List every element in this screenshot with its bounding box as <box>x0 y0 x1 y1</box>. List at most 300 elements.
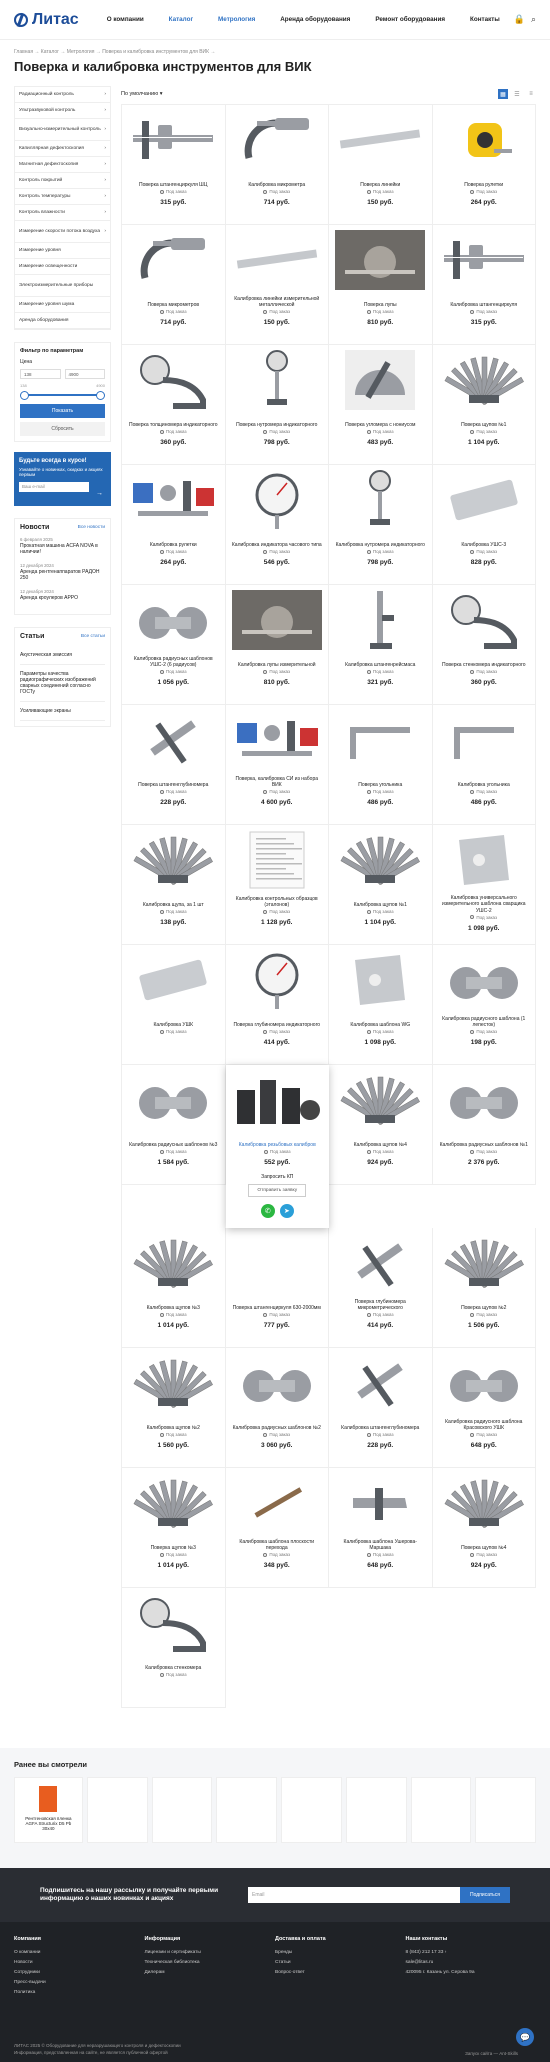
list-view-icon[interactable]: ☰ <box>514 91 520 98</box>
product-card[interactable] <box>433 945 537 1065</box>
product-price: 3 060 руб. <box>261 1442 293 1449</box>
news-item[interactable] <box>20 589 105 601</box>
availability <box>470 669 497 674</box>
availability <box>263 429 290 434</box>
product-image[interactable] <box>438 349 531 411</box>
product-card[interactable] <box>226 585 330 705</box>
footer-link[interactable]: Дилерам <box>144 1970 165 1975</box>
availability-text: Под заказ <box>476 1312 498 1317</box>
product-card[interactable] <box>433 1065 537 1185</box>
send-request-button[interactable]: Отправить заявку <box>248 1184 306 1197</box>
price-from-input[interactable]: 138 <box>20 369 61 379</box>
product-card[interactable] <box>433 465 537 585</box>
product-card[interactable] <box>329 945 433 1065</box>
product-name[interactable]: Поверка штангенциркуля ШЦ <box>139 181 208 188</box>
telegram-icon[interactable]: ➤ <box>280 1204 294 1218</box>
product-card[interactable] <box>433 1228 537 1348</box>
product-name[interactable]: Калибровка радиусных шаблонов №2 <box>232 1424 321 1431</box>
product-image[interactable] <box>127 349 220 411</box>
product-card[interactable] <box>226 105 330 225</box>
product-image[interactable] <box>334 229 427 291</box>
availability-text: Под заказ <box>476 789 498 794</box>
clock-icon <box>367 910 371 914</box>
product-image[interactable] <box>438 1352 531 1414</box>
availability-text: Под заказ <box>269 1149 291 1154</box>
price-min: 138 <box>20 383 27 388</box>
product-name[interactable]: Калибровка щупов №4 <box>353 1141 407 1148</box>
clock-icon <box>263 430 267 434</box>
product-image[interactable] <box>127 469 220 531</box>
product-image[interactable] <box>438 949 531 1011</box>
sidebar-category[interactable] <box>15 189 110 205</box>
product-image[interactable] <box>231 349 324 411</box>
product-name[interactable]: Поверка толщиномера индикаторного <box>128 421 218 428</box>
product-name[interactable]: Поверка лупы <box>363 301 397 308</box>
chevron-right-icon: › <box>104 229 106 234</box>
sidebar-category[interactable] <box>15 205 110 221</box>
footer-link[interactable]: Вопрос-ответ <box>275 1970 305 1975</box>
subscribe-button[interactable]: Подписаться <box>460 1887 510 1903</box>
product-image[interactable] <box>438 469 531 531</box>
all-articles-link[interactable]: Все статьи <box>80 634 105 639</box>
product-name[interactable]: Поверка штангенциркуля 630-2000мм <box>232 1304 321 1311</box>
clock-icon <box>263 1553 267 1557</box>
reset-filter-button[interactable]: Сбросить <box>20 422 105 436</box>
product-image[interactable] <box>334 829 427 891</box>
product-name[interactable]: Поверка угольника <box>358 781 403 788</box>
footer-column-title: Информация <box>144 1936 181 1942</box>
availability <box>470 1149 497 1154</box>
product-price: 315 руб. <box>470 319 497 326</box>
article-link[interactable]: Параметры качества радиографических изображений сварных соединений согласно ГОСТу <box>20 665 105 702</box>
sidebar-category[interactable] <box>15 103 110 119</box>
product-image[interactable] <box>231 109 324 171</box>
price-slider[interactable] <box>22 394 103 396</box>
product-card[interactable] <box>329 585 433 705</box>
availability <box>367 1552 394 1557</box>
product-card[interactable] <box>329 345 433 465</box>
recent-item[interactable] <box>14 1777 83 1843</box>
product-name[interactable]: Калибровка радиусного шаблона (1 лепесток) <box>442 1015 526 1028</box>
product-card[interactable] <box>329 1468 433 1588</box>
availability-text: Под заказ <box>372 309 394 314</box>
product-name[interactable]: Поверка щупов №3 <box>150 1544 196 1551</box>
product-price: 150 руб. <box>367 199 394 206</box>
product-name[interactable]: Поверка линейки <box>360 181 401 188</box>
availability-text: Под заказ <box>269 309 291 314</box>
product-name[interactable]: Калибровка микрометра <box>248 181 306 188</box>
price-to-input[interactable]: 4900 <box>65 369 106 379</box>
product-image[interactable] <box>127 589 220 651</box>
product-image[interactable] <box>127 1232 220 1294</box>
product-image[interactable] <box>334 349 427 411</box>
product-price: 321 руб. <box>367 679 394 686</box>
product-image[interactable] <box>231 949 324 1011</box>
clock-icon <box>367 1150 371 1154</box>
product-image[interactable] <box>438 109 531 171</box>
nav-item[interactable]: Аренда оборудования <box>280 16 351 23</box>
film-box-icon <box>39 1786 57 1812</box>
page-title: Поверка и калибровка инструментов для ВИК <box>14 59 312 74</box>
product-image[interactable] <box>334 1352 427 1414</box>
sidebar-category[interactable] <box>15 243 110 259</box>
product-card[interactable] <box>329 465 433 585</box>
product-image[interactable] <box>231 1232 324 1294</box>
product-price: 924 руб. <box>470 1562 497 1569</box>
clock-icon <box>367 190 371 194</box>
clock-icon <box>263 790 267 794</box>
availability <box>367 909 394 914</box>
product-image[interactable] <box>127 1472 220 1534</box>
product-name[interactable]: Калибровка шаблона Ушерова-Маршака <box>343 1538 417 1551</box>
availability <box>367 1432 394 1437</box>
product-price: 1 506 руб. <box>468 1322 500 1329</box>
product-image[interactable] <box>127 1592 220 1654</box>
footer-link[interactable]: Пресс-выдачи <box>14 1980 46 1985</box>
sidebar-category[interactable] <box>15 173 110 189</box>
news-item[interactable] <box>20 537 105 555</box>
product-image[interactable] <box>231 829 324 891</box>
product-image[interactable] <box>127 109 220 171</box>
filter-panel <box>14 342 111 442</box>
product-name[interactable]: Поверка глубиномера индикаторного <box>233 1021 321 1028</box>
product-card[interactable] <box>226 705 330 825</box>
product-name[interactable]: Калибровка резьбовых калибров <box>238 1141 316 1148</box>
footer-link[interactable]: О компании <box>14 1950 41 1955</box>
product-name[interactable]: Поверка нутромера индикаторного <box>236 421 318 428</box>
sidebar-category-label: Аренда оборудования <box>19 318 69 323</box>
product-price: 228 руб. <box>160 799 187 806</box>
nav-item[interactable]: Метрология <box>218 16 256 23</box>
availability-text: Под заказ <box>476 1432 498 1437</box>
product-card[interactable] <box>122 1348 226 1468</box>
product-card[interactable] <box>329 1065 433 1185</box>
footer-link[interactable]: Статьи <box>275 1960 291 1965</box>
availability-text: Под заказ <box>269 669 291 674</box>
clock-icon <box>160 1150 164 1154</box>
product-image[interactable] <box>334 709 427 771</box>
table-view-icon[interactable]: ≡ <box>529 91 533 97</box>
footer-link[interactable]: Лицензии и сертификаты <box>144 1950 201 1955</box>
product-image[interactable] <box>127 709 220 771</box>
availability-text: Под заказ <box>372 669 394 674</box>
sidebar-category[interactable] <box>15 141 110 157</box>
sidebar <box>14 86 111 1708</box>
availability <box>263 189 290 194</box>
promo-email-input[interactable]: Ваш e-mail <box>19 482 89 492</box>
product-name[interactable]: Поверка глубиномера микрометрического <box>354 1298 406 1311</box>
product-card[interactable] <box>433 585 537 705</box>
availability-text: Под заказ <box>372 1552 394 1557</box>
product-name[interactable]: Калибровка лупы измерительной <box>237 661 316 668</box>
product-card[interactable] <box>122 225 226 345</box>
product-name[interactable]: Поверка микрометров <box>147 301 200 308</box>
product-card[interactable] <box>433 825 537 945</box>
availability <box>160 789 187 794</box>
product-image[interactable] <box>334 1472 427 1534</box>
availability-text: Под заказ <box>476 549 498 554</box>
product-price: 714 руб. <box>263 199 290 206</box>
footer-column <box>14 1936 145 2000</box>
footer-link[interactable]: Новости <box>14 1960 33 1965</box>
product-name[interactable]: Калибровка стенкомера <box>145 1664 202 1671</box>
product-name[interactable]: Калибровка УШК <box>153 1021 194 1028</box>
footer-link[interactable]: 8 (843) 212 17 33 › <box>405 1950 447 1955</box>
all-news-link[interactable]: Все новости <box>77 525 105 530</box>
clock-icon <box>263 910 267 914</box>
product-card[interactable] <box>122 1065 226 1185</box>
product-name[interactable]: Калибровка штангенрейсмаса <box>345 661 416 668</box>
availability <box>160 909 187 914</box>
product-name[interactable]: Калибровка контрольных образцов (эталонов) <box>235 895 318 908</box>
recently-viewed <box>0 1748 550 1868</box>
footer-link[interactable]: 420095 г. Казань ул. Серова 9а <box>405 1970 475 1975</box>
news-headline: Аренда рентгенаппаратов РАДОН 250 <box>20 569 100 581</box>
clock-icon <box>470 1553 474 1557</box>
product-image[interactable] <box>438 1232 531 1294</box>
product-card[interactable] <box>226 1065 330 1228</box>
sidebar-category[interactable] <box>15 157 110 173</box>
product-name[interactable]: Поверка щупов №2 <box>461 1304 507 1311</box>
product-name[interactable]: Калибровка универсального измерительного шаблона сварщика УШС-2 <box>442 895 526 914</box>
footer-column <box>406 1936 537 2000</box>
grid-view-icon[interactable]: ▦ <box>498 89 508 99</box>
disclaimer: Информация, представленная на сайте, не является публичной офертой <box>14 2049 168 2055</box>
product-image[interactable] <box>334 949 427 1011</box>
clock-icon <box>470 670 474 674</box>
availability <box>263 909 290 914</box>
product-image[interactable] <box>438 709 531 771</box>
product-card[interactable] <box>226 345 330 465</box>
promo-text: Узнавайте о новинках, скидках и акциях первым <box>19 467 103 477</box>
lock-icon[interactable]: 🔒 <box>513 14 525 24</box>
articles-block <box>14 627 111 727</box>
product-image[interactable] <box>334 1232 427 1294</box>
product-card[interactable] <box>226 945 330 1065</box>
nav-item[interactable]: Контакты <box>470 16 500 23</box>
product-card[interactable] <box>226 1228 330 1348</box>
product-card[interactable] <box>226 1468 330 1588</box>
product-card[interactable] <box>122 1588 226 1708</box>
product-card[interactable] <box>329 1348 433 1468</box>
footer-link[interactable]: Политика <box>14 1990 36 1995</box>
logo[interactable] <box>14 11 79 29</box>
product-card[interactable] <box>433 1468 537 1588</box>
product-name[interactable]: Калибровка щупа, за 1 шт <box>142 901 204 908</box>
product-card[interactable] <box>329 105 433 225</box>
product-image[interactable] <box>438 229 531 291</box>
product-card[interactable] <box>226 225 330 345</box>
footer-link[interactable]: sale@litas.ru <box>405 1960 434 1965</box>
search-icon[interactable]: ⌕ <box>530 14 536 24</box>
clock-icon <box>367 430 371 434</box>
product-card[interactable] <box>329 705 433 825</box>
product-name[interactable]: Калибровка шаблона WG <box>350 1021 411 1028</box>
product-image[interactable] <box>231 1472 324 1534</box>
product-image[interactable] <box>334 109 427 171</box>
clock-icon <box>470 790 474 794</box>
chat-icon[interactable]: 💬 <box>516 2028 534 2046</box>
article-link[interactable]: Усиливающие экраны <box>20 702 105 721</box>
product-card[interactable] <box>122 825 226 945</box>
sort-select[interactable]: По умолчанию ▾ <box>121 91 163 97</box>
product-image[interactable] <box>127 829 220 891</box>
product-name[interactable]: Калибровка щупов №1 <box>353 901 407 908</box>
product-card[interactable] <box>226 825 330 945</box>
product-card[interactable] <box>329 1228 433 1348</box>
product-name[interactable]: Калибровка линейки измерительной металлической <box>234 295 320 308</box>
sidebar-category[interactable] <box>15 119 110 141</box>
product-name[interactable]: Калибровка щупов №3 <box>146 1304 200 1311</box>
nav-item[interactable]: Ремонт оборудования <box>375 16 446 23</box>
breadcrumb: Главная → Каталог → Метрология → Поверка и калибровка инструментов для ВИК → <box>14 49 216 55</box>
clock-icon <box>367 790 371 794</box>
product-image[interactable] <box>231 229 324 291</box>
product-card[interactable] <box>329 825 433 945</box>
availability <box>263 549 290 554</box>
availability <box>367 669 394 674</box>
nav-item[interactable]: Каталог <box>168 16 194 23</box>
clock-icon <box>160 190 164 194</box>
sidebar-category[interactable] <box>15 297 110 313</box>
sidebar-category[interactable] <box>15 87 110 103</box>
product-name[interactable]: Поверка стенкомера индикаторного <box>441 661 526 668</box>
product-image[interactable] <box>127 949 220 1011</box>
product-name[interactable]: Калибровка угольника <box>457 781 510 788</box>
product-name[interactable]: Калибровка штангенциркуля <box>450 301 518 308</box>
product-price: 777 руб. <box>263 1322 290 1329</box>
product-name[interactable]: Калибровка индикатора часового типа <box>231 541 322 548</box>
product-card[interactable] <box>122 465 226 585</box>
product-card[interactable] <box>122 345 226 465</box>
clock-icon <box>263 1030 267 1034</box>
product-name[interactable]: Поверка щупов №4 <box>461 1544 507 1551</box>
product-price: 360 руб. <box>470 679 497 686</box>
footer-column-title: Доставка и оплата <box>275 1936 326 1942</box>
product-name[interactable]: Поверка рулетки <box>464 181 504 188</box>
product-card[interactable] <box>433 1348 537 1468</box>
product-name[interactable]: Поверка, калибровка СИ из набора ВИК <box>235 775 319 788</box>
product-name[interactable]: Калибровка щупов №2 <box>146 1424 200 1431</box>
sidebar-category[interactable] <box>15 275 110 297</box>
product-image[interactable] <box>231 1069 325 1131</box>
sidebar-category[interactable] <box>15 221 110 243</box>
sidebar-category[interactable] <box>15 313 110 329</box>
product-card[interactable] <box>433 705 537 825</box>
product-image[interactable] <box>438 829 531 891</box>
article-link[interactable]: Акустическая эмиссия <box>20 646 105 665</box>
product-price: 414 руб. <box>263 1039 290 1046</box>
product-price: 1 014 руб. <box>157 1322 189 1329</box>
sidebar-category[interactable] <box>15 259 110 275</box>
price-label: Цена <box>20 359 33 365</box>
product-name[interactable]: Калибровка рулетки <box>149 541 197 548</box>
product-price: 4 600 руб. <box>261 799 293 806</box>
product-name[interactable]: Калибровка штангенглубиномера <box>341 1424 420 1431</box>
product-name[interactable]: Калибровка шаблона плоскости перехода <box>239 1538 315 1551</box>
product-card[interactable] <box>433 225 537 345</box>
footer-link[interactable]: Техническая библиотека <box>144 1960 200 1965</box>
product-image[interactable] <box>231 469 324 531</box>
product-card[interactable] <box>226 465 330 585</box>
product-card[interactable] <box>433 105 537 225</box>
product-card[interactable] <box>433 345 537 465</box>
product-image[interactable] <box>334 1069 427 1131</box>
clock-icon <box>160 1553 164 1557</box>
sidebar-category-label: Магнитная дефектоскопия <box>19 162 79 167</box>
product-card[interactable] <box>122 1468 226 1588</box>
product-image[interactable] <box>127 229 220 291</box>
product-image[interactable] <box>438 589 531 651</box>
product-name[interactable]: Калибровка радиусного шаблона Красовского УШК <box>445 1418 523 1431</box>
footer-link[interactable]: Бренды <box>275 1950 293 1955</box>
product-card[interactable] <box>122 105 226 225</box>
product-image[interactable] <box>438 1069 531 1131</box>
sidebar-category-label: Электроизмерительные приборы <box>19 283 94 288</box>
product-card[interactable] <box>122 585 226 705</box>
news-item[interactable] <box>20 563 105 581</box>
product-price: 1 098 руб. <box>364 1039 396 1046</box>
product-name[interactable]: Калибровка УШС-3 <box>461 541 507 548</box>
product-name[interactable]: Поверка штангенглубиномера <box>138 781 209 788</box>
product-image[interactable] <box>438 1472 531 1534</box>
clock-icon <box>160 310 164 314</box>
product-image[interactable] <box>231 589 324 651</box>
product-name[interactable]: Калибровка радиусных шаблонов УШС-2 (6 радиусов) <box>133 655 213 668</box>
product-price: 798 руб. <box>367 559 394 566</box>
product-name[interactable]: Поверка щупов №1 <box>461 421 507 428</box>
product-image[interactable] <box>231 1352 324 1414</box>
product-name[interactable]: Поверка угломера с нониусом <box>345 421 416 428</box>
product-price: 1 128 руб. <box>261 919 293 926</box>
clock-icon <box>367 310 371 314</box>
logo-text: Литас <box>32 10 79 28</box>
product-card[interactable] <box>122 705 226 825</box>
product-name[interactable]: Калибровка радиусных шаблонов №3 <box>129 1141 218 1148</box>
product-name[interactable]: Калибровка нутромера индикаторного <box>335 541 425 548</box>
clock-icon <box>367 1030 371 1034</box>
clock-icon <box>367 550 371 554</box>
product-image[interactable] <box>231 709 324 771</box>
product-price: 1 098 руб. <box>468 924 500 932</box>
apply-filter-button[interactable]: Показать <box>20 404 105 418</box>
product-name[interactable]: Калибровка радиусных шаблонов №1 <box>439 1141 528 1148</box>
product-image[interactable] <box>334 469 427 531</box>
product-image[interactable] <box>127 1069 220 1131</box>
product-price: 138 руб. <box>160 919 187 926</box>
availability-text: Под заказ <box>372 189 394 194</box>
whatsapp-icon[interactable]: ✆ <box>261 1204 275 1218</box>
newsletter-email-input[interactable]: Email <box>248 1887 460 1903</box>
product-card[interactable] <box>122 1228 226 1348</box>
footer-link[interactable]: Сотрудники <box>14 1970 40 1975</box>
clock-icon <box>160 550 164 554</box>
product-card[interactable] <box>226 1348 330 1468</box>
developer-link[interactable]: Запуск сайта — Ant-Skills <box>465 2051 518 2056</box>
product-image[interactable] <box>127 1352 220 1414</box>
availability-text: Под заказ <box>165 789 187 794</box>
product-image[interactable] <box>334 589 427 651</box>
sidebar-category-label: Ультразвуковой контроль <box>19 108 76 113</box>
newsletter-text: Подпишитесь на нашу рассылку и получайте первыми информацию о наших новинках и акциях <box>40 1886 219 1902</box>
product-card[interactable] <box>122 945 226 1065</box>
clock-icon <box>160 670 164 674</box>
availability <box>470 429 497 434</box>
nav-item[interactable]: О компании <box>106 16 144 23</box>
arrow-icon[interactable]: → <box>96 490 103 497</box>
availability <box>367 309 394 314</box>
product-card[interactable] <box>329 225 433 345</box>
